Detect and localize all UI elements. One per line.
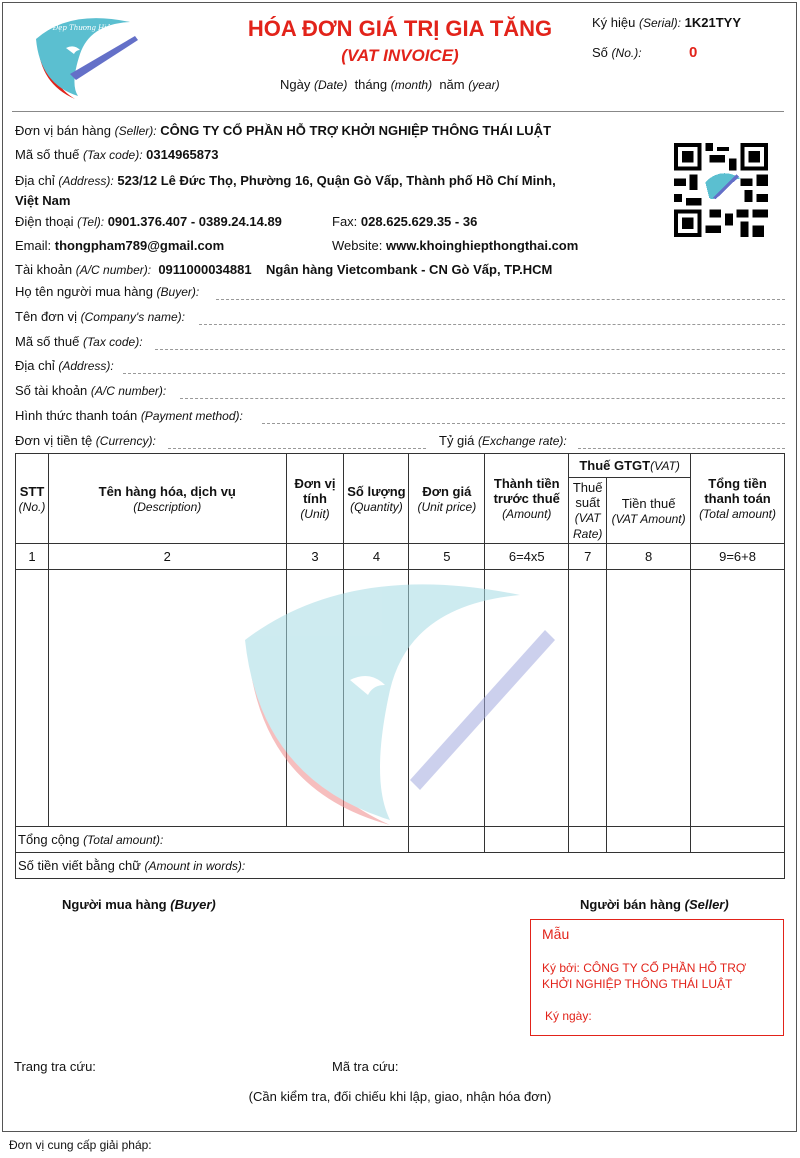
buyer-tax-field[interactable]: [155, 349, 785, 350]
seller-fax-row: [332, 214, 477, 229]
total-cell: [607, 827, 691, 853]
buyer-tax-row: [15, 334, 143, 349]
date-label: Ngày: [280, 77, 311, 92]
currency-field[interactable]: [168, 448, 426, 449]
invoice-no-label: Số: [592, 45, 608, 60]
index-cell: 9=6+8: [691, 544, 785, 570]
col-total: [691, 454, 785, 544]
seller-tel-label: Điện thoại: [15, 214, 74, 229]
amount-words-row: [16, 853, 785, 879]
buyer-company-field[interactable]: [199, 324, 785, 325]
table-header-row: [16, 454, 785, 478]
seller-tel-label-en: (Tel):: [77, 215, 105, 229]
qr-code: [673, 143, 769, 237]
item-cell[interactable]: [48, 570, 286, 827]
seller-name: CÔNG TY CỔ PHẦN HỖ TRỢ KHỞI NGHIỆP THÔNG THÁI LUẬT: [160, 123, 552, 138]
col-vat-amount-label: Tiền thuế: [621, 495, 676, 511]
index-cell: 6=4x5: [485, 544, 569, 570]
buyer-sign-label-en: (Buyer): [170, 897, 216, 912]
col-unit-label-en: (Unit): [300, 507, 330, 521]
serial-label: Ký hiệu: [592, 15, 636, 30]
col-unit-label-2: tính: [303, 491, 327, 506]
seller-sign-label-en: (Seller): [684, 897, 729, 912]
signature-signed-by: [542, 960, 746, 992]
currency-label-en: (Currency):: [95, 434, 156, 448]
col-quantity-label: Số lượng: [347, 483, 406, 499]
year-label: năm: [439, 77, 465, 92]
col-stt-label-en: (No.): [18, 499, 46, 514]
index-cell: 8: [607, 544, 691, 570]
buyer-account-label-en: (A/C number):: [90, 384, 167, 398]
item-cell[interactable]: [569, 570, 607, 827]
items-table: [15, 453, 785, 879]
index-cell: 5: [409, 544, 485, 570]
seller-fax: 028.625.629.35 - 36: [360, 214, 478, 229]
seller-email: thongpham789@gmail.com: [54, 238, 225, 253]
item-cell[interactable]: [409, 570, 485, 827]
seller-name-label-en: (Seller):: [114, 124, 157, 138]
seller-website: www.khoinghiepthongthai.com: [385, 238, 579, 253]
amount-words-cell: [16, 853, 785, 879]
seller-tax-label-en: (Tax code):: [82, 148, 143, 162]
buyer-address-field[interactable]: [123, 373, 785, 374]
digital-signature-box[interactable]: [530, 919, 784, 1036]
total-label-en: (Total amount):: [83, 833, 164, 847]
col-quantity: [344, 454, 409, 544]
invoice-no-line: [592, 45, 642, 60]
col-total-label-en: (Total amount): [699, 507, 776, 521]
index-cell: 2: [48, 544, 286, 570]
index-row: [16, 544, 785, 570]
total-label: Tổng cộng: [18, 832, 80, 847]
seller-account-row: [15, 262, 552, 277]
seller-signature-title: [580, 897, 729, 912]
seller-address-label: Địa chỉ: [15, 173, 55, 188]
col-amount: [485, 454, 569, 544]
lookup-code-label: Mã tra cứu:: [332, 1059, 399, 1074]
buyer-company-label-en: (Company's name):: [80, 310, 185, 324]
seller-account-label-en: (A/C number):: [75, 263, 152, 277]
lookup-page-label: Trang tra cứu:: [14, 1059, 96, 1074]
col-vat-rate-label-2: suất: [575, 494, 600, 510]
buyer-signature-title: [62, 897, 216, 912]
date-label-en: (Date): [313, 78, 348, 92]
seller-address-line2: Việt Nam: [15, 193, 71, 208]
item-cell[interactable]: [607, 570, 691, 827]
seller-website-label: Website:: [332, 238, 383, 253]
exchange-rate-label-en: (Exchange rate):: [478, 434, 567, 448]
item-cell[interactable]: [485, 570, 569, 827]
col-vat-group-label: Thuế GTGT: [579, 458, 651, 473]
buyer-tax-label: Mã số thuế: [15, 334, 80, 349]
buyer-company-label: Tên đơn vị: [15, 309, 77, 324]
col-vat-rate: [569, 478, 607, 544]
seller-address-label-en: (Address):: [58, 174, 114, 188]
exchange-rate-label: Tỷ giá: [439, 433, 475, 448]
seller-tax-label: Mã số thuế: [15, 147, 80, 162]
seller-email-label: Email:: [15, 238, 52, 253]
seller-tel-row: [15, 214, 282, 229]
buyer-company-row: [15, 309, 185, 324]
year-label-en: (year): [468, 78, 500, 92]
payment-method-label: Hình thức thanh toán: [15, 408, 138, 423]
invoice-title: HÓA ĐƠN GIÁ TRỊ GIA TĂNG: [247, 16, 553, 41]
buyer-name-row: [15, 284, 199, 299]
index-cell: 4: [344, 544, 409, 570]
buyer-account-field[interactable]: [180, 398, 785, 399]
header-divider: [12, 111, 784, 112]
signature-date: Ký ngày:: [545, 1009, 592, 1023]
seller-bank: Ngân hàng Vietcombank - CN Gò Vấp, TP.HCM: [266, 262, 553, 277]
solution-provider: Đơn vị cung cấp giải pháp:: [9, 1138, 152, 1152]
seller-tax-row: [15, 147, 218, 162]
date-line: [280, 77, 500, 92]
seller-tax-code: 0314965873: [146, 147, 219, 162]
seller-address-row: [15, 171, 615, 211]
invoice-no-label-en: (No.):: [611, 46, 642, 60]
col-vat-rate-label-1: Thuế: [572, 479, 603, 495]
index-cell: 7: [569, 544, 607, 570]
total-cell: [485, 827, 569, 853]
items-body-row: [16, 570, 785, 827]
col-stt-label: STT: [19, 483, 45, 499]
col-unit-price-label: Đơn giá: [422, 483, 472, 499]
col-description-label-en: (Description): [133, 499, 202, 514]
col-total-label-1: Tổng tiền: [708, 476, 767, 491]
seller-fax-label: Fax:: [332, 214, 358, 229]
index-cell: 3: [286, 544, 344, 570]
item-cell[interactable]: [286, 570, 344, 827]
col-unit: [286, 454, 344, 544]
total-row: [16, 827, 785, 853]
buyer-address-label-en: (Address):: [58, 359, 114, 373]
seller-name-row: [15, 123, 551, 138]
currency-row: [15, 433, 156, 448]
item-cell[interactable]: [16, 570, 49, 827]
invoice-no-value: 0: [689, 44, 698, 61]
logo-brand-text: Tô Đẹp Thương Hiệu Bạn: [42, 24, 132, 32]
currency-label: Đơn vị tiền tệ: [15, 433, 93, 448]
payment-method-field[interactable]: [262, 423, 785, 424]
month-label-en: (month): [390, 78, 433, 92]
exchange-rate-row: [439, 433, 567, 448]
seller-sign-label: Người bán hàng: [580, 897, 681, 912]
buyer-name-field[interactable]: [216, 299, 785, 300]
exchange-rate-field[interactable]: [578, 448, 785, 449]
col-vat-group-label-en: (VAT): [650, 459, 680, 473]
col-unit-price-label-en: (Unit price): [417, 499, 477, 514]
index-cell: 1: [16, 544, 49, 570]
verification-note: (Cần kiểm tra, đối chiếu khi lập, giao, nhận hóa đơn): [248, 1089, 552, 1104]
invoice-subtitle: (VAT INVOICE): [341, 46, 459, 65]
buyer-account-label: Số tài khoản: [15, 383, 88, 398]
col-amount-label-en: (Amount): [502, 507, 552, 521]
month-label: tháng: [354, 77, 388, 92]
col-description: [48, 454, 286, 544]
buyer-address-label: Địa chỉ: [15, 358, 55, 373]
serial-value: 1K21TYY: [684, 15, 742, 30]
col-vat-amount-label-en: (VAT Amount): [611, 511, 686, 526]
col-amount-label-2: trước thuế: [493, 491, 560, 506]
seller-account-number: 0911000034881: [158, 262, 252, 277]
serial-label-en: (Serial):: [639, 16, 682, 30]
buyer-tax-label-en: (Tax code):: [82, 335, 143, 349]
col-unit-label-1: Đơn vị: [294, 476, 336, 491]
total-cell: [691, 827, 785, 853]
seller-email-row: [15, 238, 224, 253]
signature-sample-label: Mẫu: [542, 926, 570, 942]
buyer-account-row: [15, 383, 166, 398]
seller-website-row: [332, 238, 578, 253]
total-cell: [409, 827, 485, 853]
seller-address-line1: 523/12 Lê Đức Thọ, Phường 16, Quận Gò Vấp, Thành phố Hồ Chí Minh,: [117, 173, 556, 188]
signed-by-line1: Ký bởi: CÔNG TY CỔ PHẦN HỖ TRỢ: [542, 961, 747, 975]
col-vat-rate-label-en-2: Rate): [573, 526, 603, 541]
item-cell[interactable]: [344, 570, 409, 827]
amount-words-label-en: (Amount in words):: [144, 859, 246, 873]
seller-tel: 0901.376.407 - 0389.24.14.89: [107, 214, 282, 229]
total-cell: [569, 827, 607, 853]
seller-account-label: Tài khoản: [15, 262, 73, 277]
col-unit-price: [409, 454, 485, 544]
col-amount-label-1: Thành tiền: [493, 476, 560, 491]
total-label-cell: [16, 827, 409, 853]
signed-by-line2: KHỞI NGHIỆP THÔNG THÁI LUẬT: [542, 977, 733, 991]
serial-line: [592, 15, 741, 30]
col-vat-rate-label-en-1: (VAT: [574, 510, 601, 525]
buyer-name-label-en: (Buyer):: [156, 285, 200, 299]
seller-name-label: Đơn vị bán hàng: [15, 123, 111, 138]
col-stt: [16, 454, 49, 544]
payment-method-row: [15, 408, 243, 423]
col-quantity-label-en: (Quantity): [350, 499, 403, 514]
col-description-label: Tên hàng hóa, dịch vụ: [98, 483, 236, 499]
col-vat-amount: [607, 478, 691, 544]
buyer-name-label: Họ tên người mua hàng: [15, 284, 153, 299]
amount-words-label: Số tiền viết bằng chữ: [18, 858, 141, 873]
buyer-address-row: [15, 358, 114, 373]
col-total-label-2: thanh toán: [704, 491, 771, 506]
col-vat-group: [569, 454, 691, 478]
payment-method-label-en: (Payment method):: [140, 409, 243, 423]
buyer-sign-label: Người mua hàng: [62, 897, 167, 912]
item-cell[interactable]: [691, 570, 785, 827]
